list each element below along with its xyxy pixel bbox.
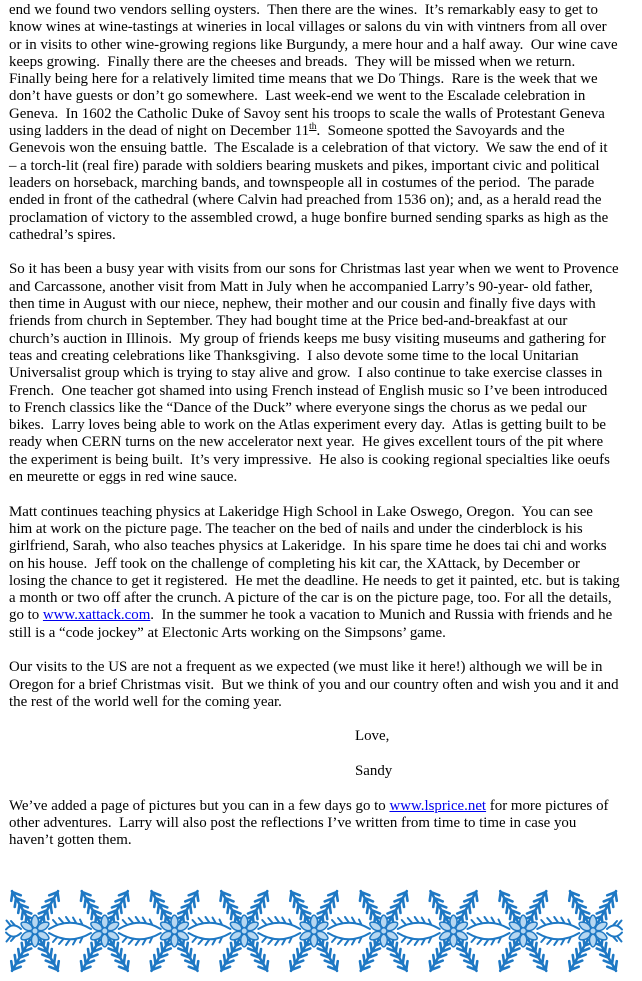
text-line: [9, 383, 637, 400]
text-line: [9, 19, 637, 36]
text-run: We’ve added a page of pictures but you can in a few days go to: [9, 797, 390, 814]
hyperlink[interactable]: www.xattack.com: [42, 607, 151, 624]
text-run: Our visits to the US are not a frequent as we expected (we must like it here!) although we will be in: [9, 659, 603, 676]
text-line: [9, 694, 637, 711]
text-line: [9, 279, 637, 296]
text-run: . Someone spotted the Savoyards and the: [316, 123, 565, 140]
text-line: [9, 227, 637, 244]
text-line: [9, 123, 637, 140]
text-run: keeps growing. Finally there are the cheeses and breads. They will be missed when we return.: [9, 53, 576, 70]
text-run: the rest of the world well for the coming year.: [9, 693, 282, 710]
text-run: So it has been a busy year with visits from our sons for Christmas last year when we went to Provence: [9, 261, 619, 278]
paragraph: [9, 659, 637, 711]
closing-line: [355, 728, 637, 745]
text-run: French. One teacher got shamed into using French instead of English music so I’ve been introduced: [9, 382, 608, 399]
text-run: to French classics like the “Dance of the Duck” where everyone sings the chorus as we pedal our: [9, 399, 587, 416]
text-run: Universalist group which is trying to stay alive and grow. I also continue to take exercise classes in: [9, 365, 603, 382]
text-line: [9, 296, 637, 313]
text-line: [9, 832, 637, 849]
paragraph: [9, 261, 637, 486]
text-run: Geneva. In 1602 the Catholic Duke of Savoy sent his troops to scale the walls of Protestant Geneva: [9, 105, 605, 122]
text-run: ready when CERN turns on the new accelerator next year. He gives excellent tours of the pit where: [9, 434, 604, 451]
text-line: [9, 504, 637, 521]
snowflake-icon: [426, 888, 510, 973]
text-line: [9, 798, 637, 815]
text-line: [9, 261, 637, 278]
text-line: [9, 365, 637, 382]
text-run: know wines at wine-tastings at wineries in local villages or salons du vin with vintners from all over: [9, 19, 607, 36]
text-line: [9, 538, 637, 555]
closing-line: [355, 763, 637, 780]
text-line: [9, 625, 637, 642]
text-run: and Carcassone, another visit from Matt in July when he accompanied Larry’s 90-year- old father,: [9, 278, 593, 295]
text-line: [9, 452, 637, 469]
text-run: for more pictures of: [486, 797, 609, 814]
text-run: the experiment is being built. It’s very impressive. He also is cooking regional specialties like oeufs: [9, 451, 610, 468]
text-run: Genevois won the ensuing battle. The Escalade is a celebration of that victory. We saw the end of it: [9, 140, 608, 157]
text-run: still is a “code jockey” at Electonic Arts working on the Simpsons’ game.: [9, 624, 446, 641]
text-line: [9, 434, 637, 451]
snowflake-icon: [565, 888, 622, 973]
letter-body: [9, 2, 637, 867]
text-run: using ladders in the dead of night on December 11: [9, 123, 310, 140]
snowflake-icon: [216, 888, 300, 973]
text-run: Matt continues teaching physics at Lakeridge High School in Lake Oswego, Oregon. You can see: [9, 503, 593, 520]
text-line: [9, 521, 637, 538]
text-line: [9, 607, 637, 624]
text-run: Love,: [355, 728, 390, 745]
text-line: [9, 192, 637, 209]
text-line: [9, 175, 637, 192]
text-run: Sandy: [355, 763, 393, 780]
text-line: [9, 331, 637, 348]
text-run: proclamation of victory to the assembled crowd, a huge bonfire burned sending sparks as high as the: [9, 209, 609, 226]
text-line: [9, 313, 637, 330]
text-run: a month or two off after the crunch. A picture of the car is on the picture page, too. For all the details,: [9, 590, 612, 607]
text-line: [9, 400, 637, 417]
text-line: [9, 210, 637, 227]
text-run: – a torch-lit (real fire) parade with soldiers bearing muskets and pikes, important civic and political: [9, 157, 600, 174]
text-run: or in visits to other wine-growing regions like Burgundy, a mere hour and a half away. Our wine cave: [9, 36, 618, 53]
text-run: Oregon for a brief Christmas visit. But we think of you and our country often and wish you and it and: [9, 676, 619, 693]
text-line: [9, 573, 637, 590]
text-line: [9, 37, 637, 54]
snowflake-icon: [77, 888, 161, 973]
text-run: him at work on the picture page. The teacher on the bed of nails and under the cinderblock is his: [9, 520, 583, 537]
text-run: on his house. Jeff took on the challenge of completing his kit car, the XAttack, by December or: [9, 555, 581, 572]
text-run: church’s auction in Illinois. My group of friends keeps me busy visiting museums and gathering for: [9, 330, 606, 347]
hyperlink[interactable]: www.lsprice.net: [389, 797, 487, 814]
text-run: leaders on horseback, marching bands, and townspeople all in costumes of the period. The parade: [9, 174, 595, 191]
paragraph: [9, 798, 637, 850]
snowflake-icon: [286, 888, 370, 973]
text-line: [9, 469, 637, 486]
text-line: [9, 556, 637, 573]
snowflake-icon: [495, 888, 579, 973]
text-run: then time in August with our niece, nephew, their mother and our cousin and finally five days with: [9, 296, 596, 313]
snowflake-icon: [356, 888, 440, 973]
text-line: [9, 106, 637, 123]
text-run: cathedral’s spires.: [9, 226, 116, 243]
text-run: haven’t gotten them.: [9, 832, 132, 849]
text-line: [355, 763, 637, 780]
snowflake-icon: [6, 888, 91, 973]
paragraph: [9, 504, 637, 642]
superscript-ordinal: th: [309, 122, 317, 133]
snowflake-border-graphic: [0, 886, 642, 978]
text-line: [355, 728, 637, 745]
text-run: ended in front of the cathedral (where Calvin had preached from 1536 on); and, as a herald read the: [9, 192, 602, 209]
text-run: end we found two vendors selling oysters. Then there are the wines. It’s remarkably easy to get to: [9, 2, 598, 18]
text-line: [9, 815, 637, 832]
text-run: go to: [9, 607, 43, 624]
text-run: teas and creating celebrations like Thanksgiving. I also devote some time to the local Unitarian: [9, 347, 579, 364]
text-run: Finally being here for a relatively limited time means that we Do Things. Rare is the week that we: [9, 71, 598, 88]
text-run: don’t have guests or don’t go somewhere. Last week-end we went to the Escalade celebration in: [9, 88, 586, 105]
text-line: [9, 71, 637, 88]
paragraph: [9, 2, 637, 244]
text-line: [9, 88, 637, 105]
text-line: [9, 54, 637, 71]
text-line: [9, 2, 637, 19]
text-run: friends from church in September. They had bought time at the Price bed-and-breakfast at our: [9, 313, 568, 330]
text-line: [9, 677, 637, 694]
text-line: [9, 659, 637, 676]
snowflake-border: [0, 886, 642, 978]
text-run: bikes. Larry loves being able to work on the Atlas experiment every day. Atlas is getting built to be: [9, 417, 607, 434]
text-run: other adventures. Larry will also post the reflections I’ve written from time to time in case you: [9, 814, 577, 831]
text-run: . In the summer he took a vacation to Munich and Russia with friends and he: [150, 607, 613, 624]
text-run: losing the chance to get it registered. He met the deadline. He needs to get it painted, etc. but is taking: [9, 572, 620, 589]
snowflake-icon: [147, 888, 231, 973]
text-line: [9, 417, 637, 434]
text-line: [9, 590, 637, 607]
text-line: [9, 140, 637, 157]
text-run: girlfriend, Sarah, who also teaches physics at Lakeridge. In his spare time he does tai chi and works: [9, 538, 607, 555]
text-line: [9, 158, 637, 175]
text-line: [9, 348, 637, 365]
text-run: en meurette or eggs in red wine sauce.: [9, 469, 238, 486]
